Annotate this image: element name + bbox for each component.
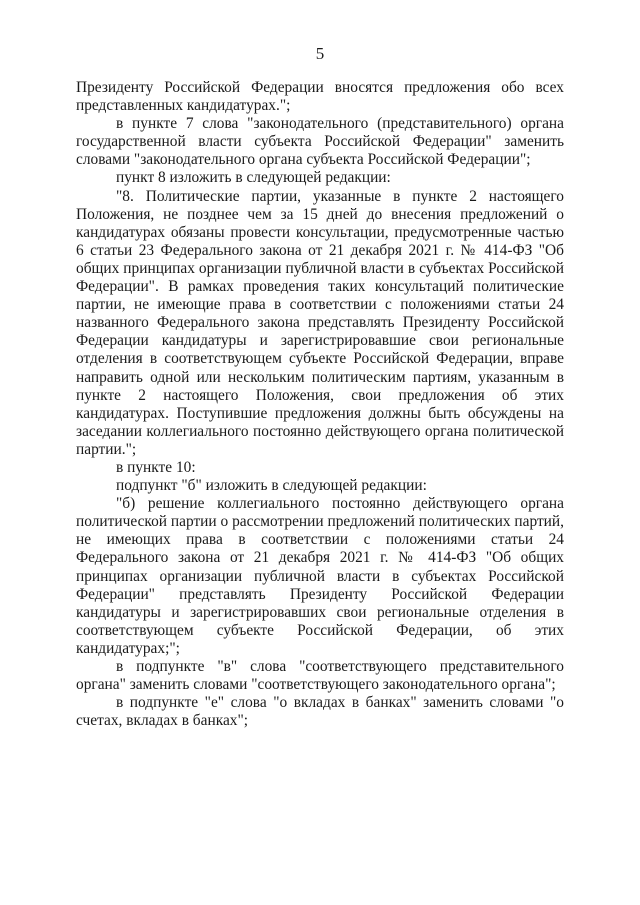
paragraph: в подпункте "е" слова "о вкладах в банках" заменить словами "о счетах, вкладах в банках"; — [76, 694, 564, 730]
paragraph: в подпункте "в" слова "соответствующего представительного органа" заменить словами "соответствующего законодательного органа"; — [76, 658, 564, 694]
page-number: 5 — [315, 44, 325, 63]
paragraph: Президенту Российской Федерации вносятся предложения обо всех представленных кандидатурах."; — [76, 79, 564, 115]
paragraph: "б) решение коллегиального постоянно действующего органа политической партии о рассмотрении предложений политических партий, не имеющих права в соответствии с положениями статьи 24 Федерального закона от 21 декабря 2021 г. № 414-ФЗ "Об общих принципах организации публичной власти в субъектах Российской Федерации" представлять Президенту Российской Федерации кандидатуры и зарегистрировавших свои региональные отделения в соответствующем субъекте Российской Федерации, об этих кандидатурах;"; — [76, 495, 564, 657]
document-body — [76, 79, 564, 730]
paragraph: в пункте 10: — [116, 458, 196, 476]
paragraph: подпункт "б" изложить в следующей редакции: — [116, 477, 427, 495]
paragraph: "8. Политические партии, указанные в пункте 2 настоящего Положения, не позднее чем за 15 дней до внесения предложений о кандидатурах обязаны провести консультации, предусмотренные частью 6 статьи 23 Федерального закона от 21 декабря 2021 г. № 414-ФЗ "Об общих принципах организации публичной власти в субъектах Российской Федерации". В рамках проведения таких консультаций политические партии, не имеющие права в соответствии с положениями статьи 24 названного Федерального закона представлять Президенту Российской Федерации кандидатуры и зарегистрировавшие свои региональные отделения в соответствующем субъекте Российской Федерации, вправе направить одной или нескольким политическим партиям, указанным в пункте 2 настоящего Положения, свои предложения об этих кандидатурах. Поступившие предложения должны быть обсуждены на заседании коллегиального постоянно действующего органа политической партии."; — [76, 187, 564, 458]
paragraph: в пункте 7 слова "законодательного (представительного) органа государственной власти субъекта Российской Федерации" заменить словами "законодательного органа субъекта Российской Федерации"; — [76, 115, 564, 169]
paragraph: пункт 8 изложить в следующей редакции: — [116, 169, 391, 187]
